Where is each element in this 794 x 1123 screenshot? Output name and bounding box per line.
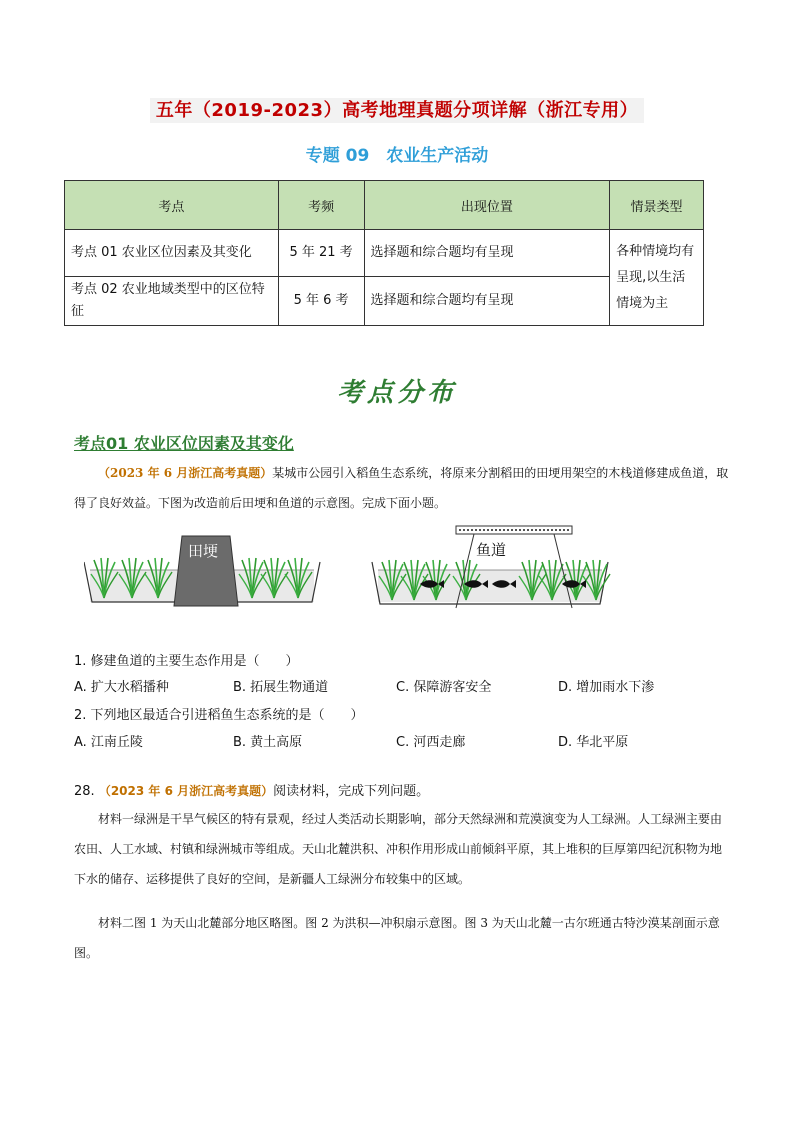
question-2-stem: 2. 下列地区最适合引进稻鱼生态系统的是（ ）	[74, 708, 364, 723]
question-1-stem: 1. 修建鱼道的主要生态作用是（ ）	[74, 654, 299, 669]
intro-source: （2023 年 6 月浙江高考真题）	[98, 466, 273, 480]
intro-paragraph	[74, 458, 730, 518]
table-header-cell: 考点	[65, 181, 279, 230]
q28-number: 28.	[74, 784, 95, 799]
kp1-title: 考点01 农业区位因素及其变化	[74, 434, 294, 453]
q1-option-a: A. 扩大水稻播种	[74, 680, 169, 695]
question-28-stem	[74, 780, 429, 799]
q1-option-d: D. 增加雨水下渗	[558, 680, 655, 695]
q2-option-a: A. 江南丘陵	[74, 735, 143, 750]
after-panel	[372, 526, 610, 608]
section-heading: 考点分布	[336, 378, 457, 408]
material-2: 材料二图 1 为天山北麓部分地区略图。图 2 为洪积—冲积扇示意图。图 3 为天山北麓一古尔班通古特沙漠某剖面示意图。	[74, 916, 720, 960]
q2-option-b: B. 黄土高原	[233, 735, 303, 750]
material-1: 材料一绿洲是干旱气候区的特有景观，经过人类活动长期影响，部分天然绿洲和荒漠演变为人工绿洲。人工绿洲主要由农田、人工水域、村镇和绿洲城市等组成。天山北麓洪积、冲积作用形成山前倾斜平原，其上堆积的巨厚第四纪沉积物为地下水的储存、运移提供了良好的空间，是新疆人工绿洲分布较集中的区域。	[74, 812, 723, 886]
table-cell-point: 考点 02 农业地域类型中的区位特征	[65, 277, 279, 326]
q28-text: 阅读材料，完成下列问题。	[273, 784, 430, 799]
ridge-label: 田埂	[188, 542, 219, 560]
intro-text: 某城市公园引入稻鱼生态系统，将原来分割稻田的田埂用架空的木栈道修建成鱼道，取得了良好效益。下图为改造前后田埂和鱼道的示意图。完成下面小题。	[74, 466, 729, 510]
before-panel	[84, 536, 320, 606]
table-cell-point: 考点 01 农业区位因素及其变化	[65, 230, 279, 277]
q28-source: （2023 年 6 月浙江高考真题）	[98, 784, 274, 798]
table-row	[65, 230, 704, 277]
table-header-row	[65, 181, 704, 230]
table-header-cell: 考频	[278, 181, 364, 230]
table-cell-freq: 5 年 6 考	[278, 277, 364, 326]
table-cell-position: 选择题和综合题均有呈现	[364, 230, 610, 277]
table-header-cell: 情景类型	[610, 181, 704, 230]
document-title: 五年（2019-2023）高考地理真题分项详解（浙江专用）	[0, 96, 794, 122]
q2-option-c: C. 河西走廊	[396, 735, 466, 750]
table-cell-position: 选择题和综合题均有呈现	[364, 277, 610, 326]
q1-option-c: C. 保障游客安全	[396, 680, 492, 695]
table-header-cell: 出现位置	[364, 181, 610, 230]
topic-table	[64, 180, 704, 326]
topic-title: 专题 09 农业生产活动	[305, 146, 489, 166]
table-row	[65, 277, 704, 326]
fish-channel-label: 鱼道	[476, 541, 507, 559]
q2-option-d: D. 华北平原	[558, 735, 629, 750]
table-cell-freq: 5 年 21 考	[278, 230, 364, 277]
fish-channel-figure	[84, 522, 644, 612]
table-cell-scenario: 各种情境均有呈现,以生活情境为主	[610, 230, 704, 326]
q1-option-b: B. 拓展生物通道	[233, 680, 329, 695]
